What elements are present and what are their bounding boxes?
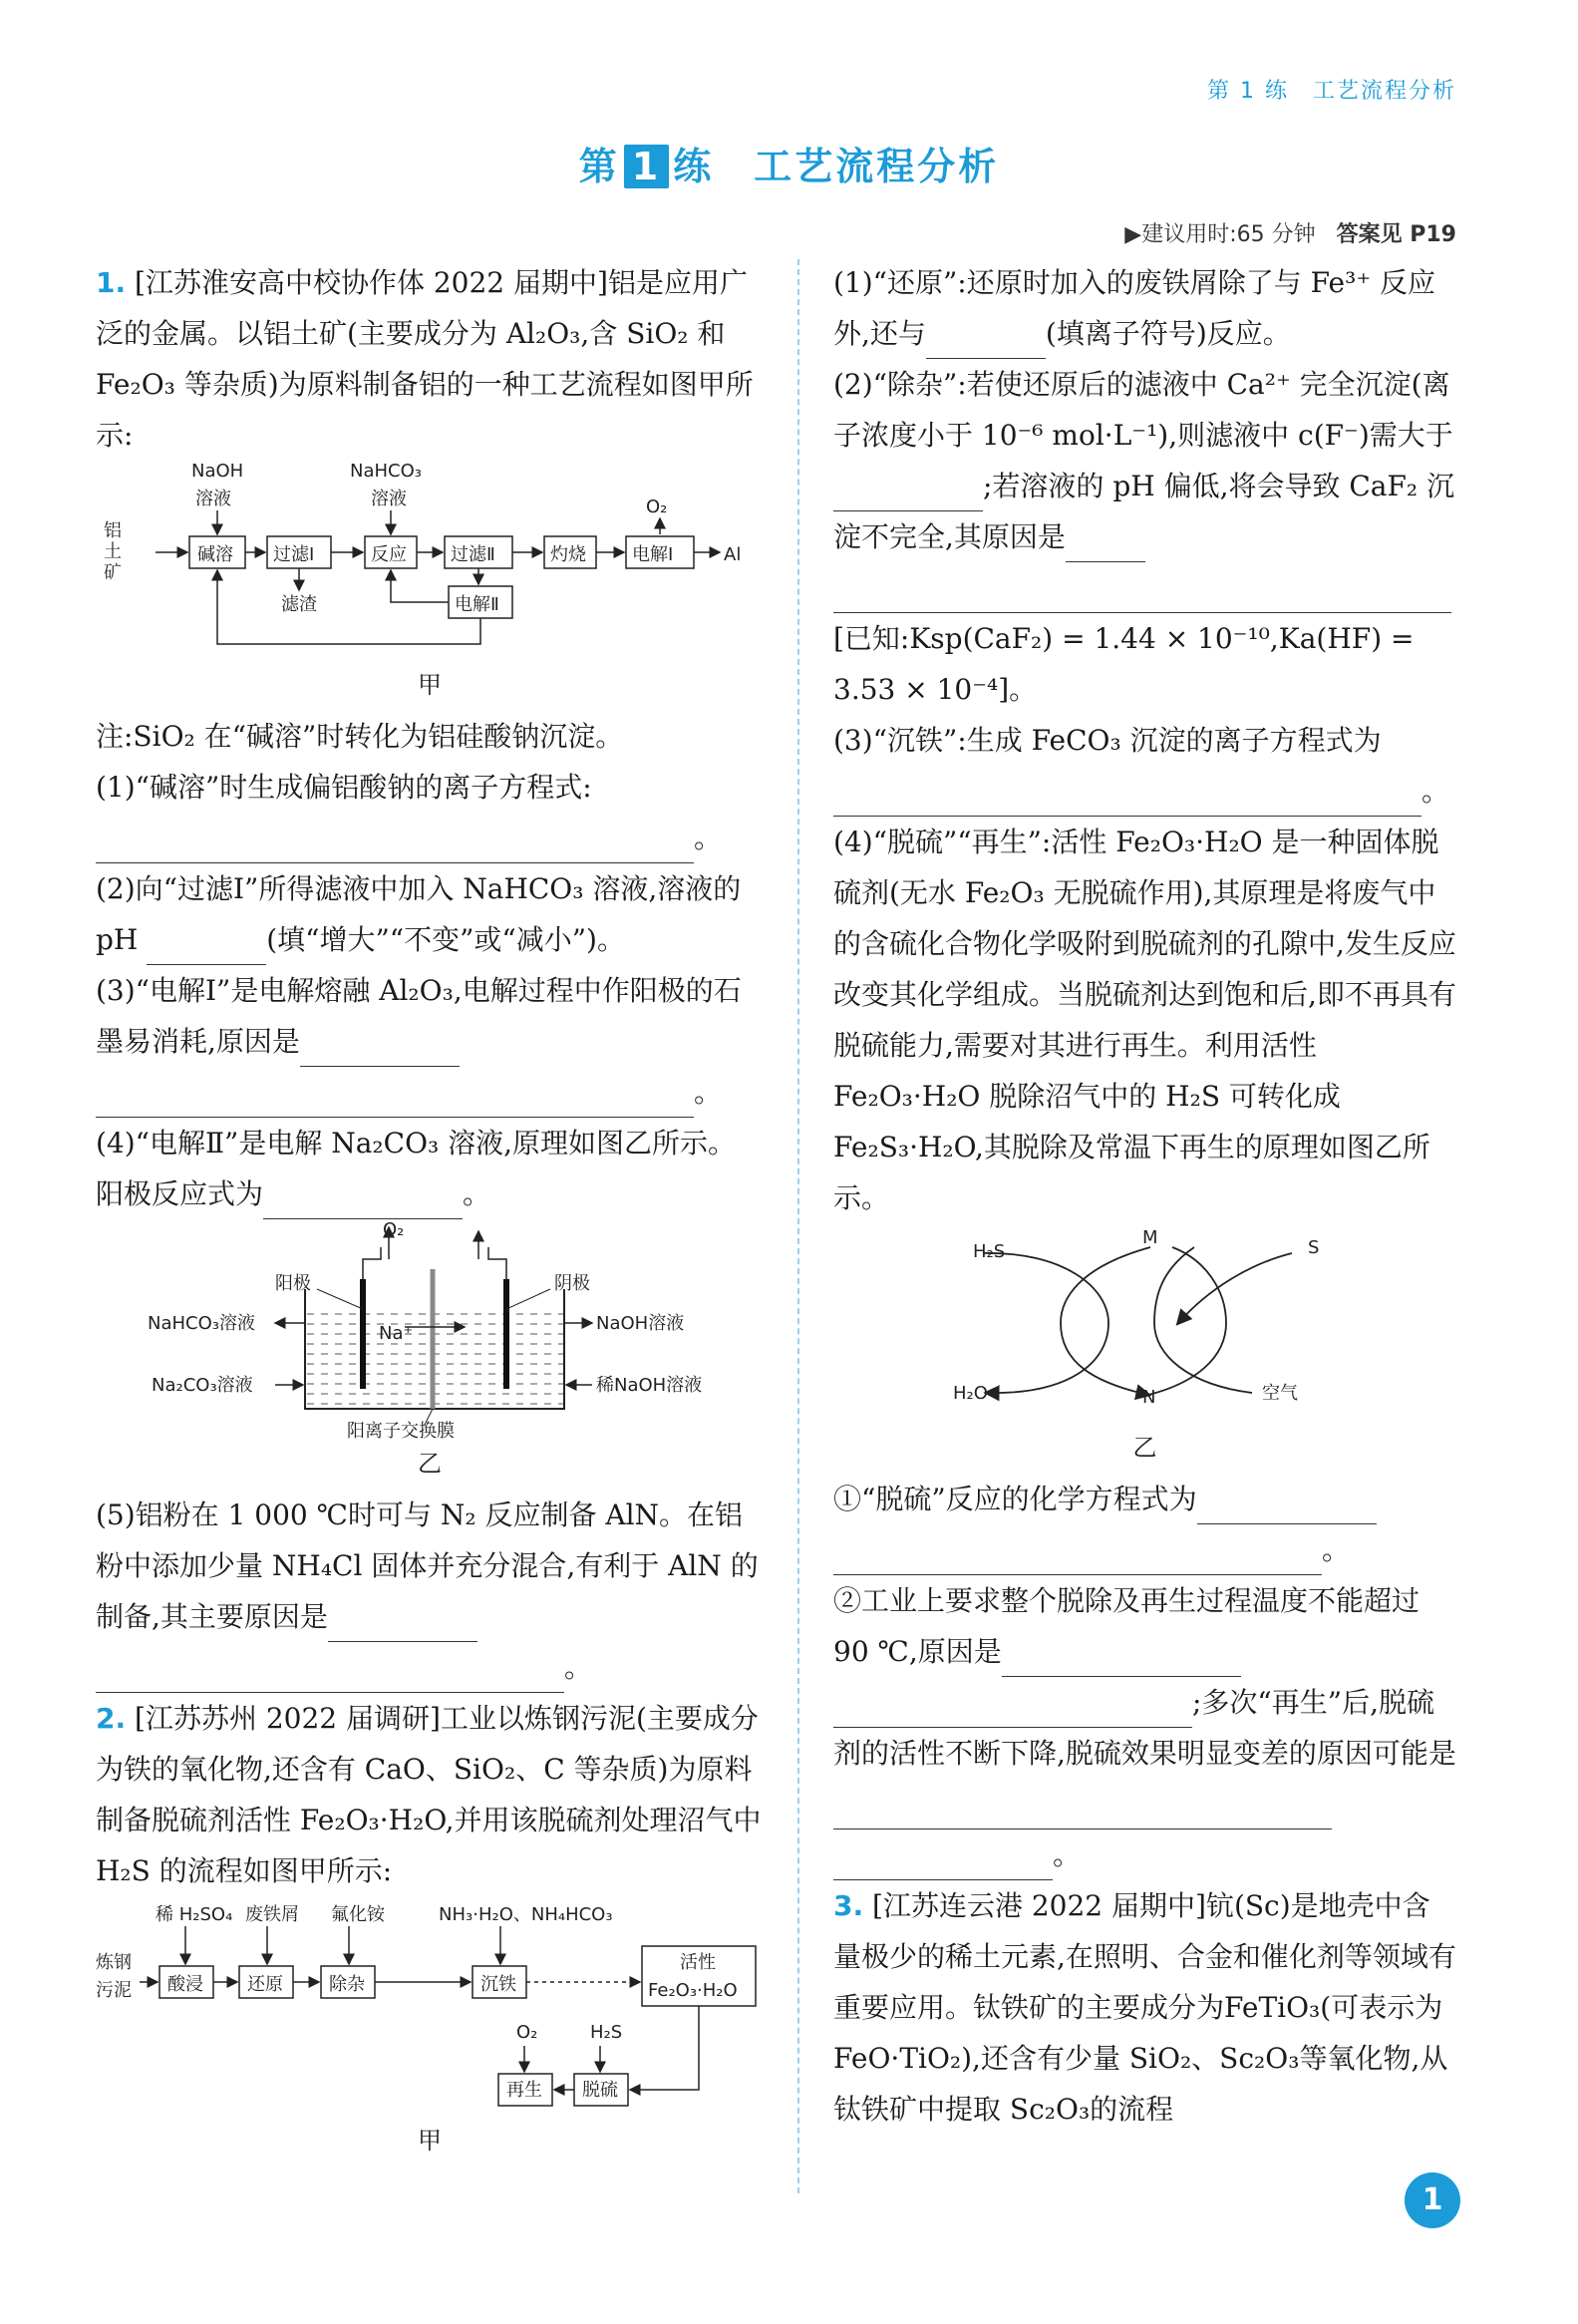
q1-intro-text: [江苏淮安高中校协作体 2022 届期中]铝是应用广泛的金属。以铝土矿(主要成分为 Al₂O₃,含 SiO₂ 和 Fe₂O₃ 等杂质)为原料制备铝的一种工艺流程如图甲所示: — [96, 266, 754, 452]
fc-box-desulf: 脱硫 — [582, 2080, 618, 2101]
q1-part3 — [96, 965, 764, 1067]
fa-box-filter1: 过滤Ⅰ — [273, 544, 315, 565]
fc-box-ironppt: 沉铁 — [480, 1974, 516, 1995]
fa-ore-1: 铝 — [104, 520, 122, 541]
title-number: 1 — [624, 145, 669, 188]
q1-p5-blank[interactable] — [328, 1605, 477, 1642]
q2-sub1-answer-line — [833, 1524, 1456, 1575]
q2-s2-blank3[interactable] — [833, 1793, 1332, 1829]
title-text: 工艺流程分析 — [754, 145, 1000, 188]
fa-box-elec1: 电解Ⅰ — [632, 544, 674, 565]
meta-info — [1124, 217, 1456, 248]
fa-naoh: NaOH — [191, 461, 244, 482]
q1-number: 1. — [96, 266, 127, 299]
q1-part4 — [96, 1118, 764, 1219]
q3-intro — [833, 1880, 1456, 2135]
q2-intro-text: [江苏苏州 2022 届调研]工业以炼钢污泥(主要成分为铁的氧化物,还含有 CaO、SiO₂、C 等杂质)为原料制备脱硫剂活性 Fe₂O₃·H₂O,并用该脱硫剂处理沼气中 H₂S 的流程如图甲所示: — [96, 1702, 762, 1887]
fb-nahco3: NaHCO₃溶液 — [148, 1313, 255, 1334]
fc-box-purify: 除杂 — [329, 1974, 365, 1995]
q2-number: 2. — [96, 1702, 127, 1735]
fc-box-regen: 再生 — [506, 2080, 542, 2101]
fd-air: 空气 — [1262, 1383, 1298, 1404]
q1-note: 注:SiO₂ 在“碱溶”时转化为铝硅酸钠沉淀。 — [96, 720, 624, 753]
fd-m: M — [1142, 1227, 1158, 1248]
q1-p2-text-b: (填“增大”“不变”或“减小”)。 — [266, 923, 625, 956]
q2-s1-blank[interactable] — [1197, 1488, 1377, 1524]
q1-p4-period: 。 — [463, 1177, 491, 1210]
fb-membrane: 阳离子交换膜 — [347, 1421, 455, 1439]
fb-dilute-naoh: 稀NaOH溶液 — [596, 1375, 703, 1396]
fa-nahco3: NaHCO₃ — [350, 461, 422, 482]
fa-ore-3: 矿 — [104, 562, 122, 583]
q1-part1: (1)“碱溶”时生成偏铝酸钠的离子方程式: — [96, 771, 592, 804]
q2-s2-blank[interactable] — [1002, 1640, 1241, 1677]
fd-h2s: H₂S — [973, 1241, 1006, 1262]
q2-part2-answer-line — [833, 562, 1456, 613]
fa-o2: O₂ — [646, 497, 668, 517]
right-column — [833, 257, 1456, 2135]
q1-part2 — [96, 863, 764, 965]
q2-part3: (3)“沉铁”:生成 FeCO₃ 沉淀的离子方程式为 — [833, 724, 1382, 757]
q2-p1-text-a: (1)“还原”:还原时加入的废铁屑除了与 Fe³⁺ 反应外,还与 — [833, 266, 1435, 350]
page-title — [0, 136, 1578, 190]
fd-h2o: H₂O — [953, 1383, 988, 1404]
q1-fig-b-caption: 乙 — [418, 1450, 442, 1478]
running-header: 第 1 练 工艺流程分析 — [1207, 79, 1456, 104]
fa-al: Al — [724, 544, 742, 565]
page-number: 1 — [1405, 2172, 1460, 2228]
q2-p3-blank[interactable] — [833, 780, 1421, 817]
q2-s2-period: 。 — [1053, 1838, 1082, 1871]
fc-nh4f: 氟化铵 — [331, 1904, 385, 1925]
fa-box-filter2: 过滤Ⅱ — [451, 544, 495, 565]
q2-cycle-diagram — [833, 1223, 1456, 1423]
q2-p1-text-b: (填离子符号)反应。 — [1045, 317, 1291, 350]
q1-electrolysis-diagram — [96, 1219, 764, 1439]
fb-cathode: 阴极 — [554, 1273, 590, 1294]
fa-nahco3-sol: 溶液 — [371, 489, 407, 509]
q2-sub2 — [833, 1575, 1456, 1677]
q1-part1-answer-line — [96, 813, 764, 863]
fc-box-acid: 酸浸 — [167, 1974, 203, 1995]
fc-scrap: 废铁屑 — [245, 1904, 299, 1925]
q1-intro — [96, 257, 764, 461]
title-prefix: 第 — [578, 145, 620, 188]
q2-p2-blank3[interactable] — [833, 576, 1451, 613]
q3-intro-text: [江苏连云港 2022 届期中]钪(Sc)是地壳中含量极少的稀土元素,在照明、合金和催化剂等领域有重要应用。钛铁矿的主要成分为FeTiO₃(可表示为 FeO·TiO₂),还含有少量 SiO₂、Sc₂O₃等氧化物,从钛铁矿中提取 Sc₂O₃的流程 — [833, 1889, 1456, 2126]
q1-part5 — [96, 1490, 764, 1642]
q1-part5-answer-line — [96, 1642, 764, 1693]
q1-p5-text: (5)铝粉在 1 000 ℃时可与 N₂ 反应制备 AlN。在铝粉中添加少量 NH₄Cl 固体并充分混合,有利于 AlN 的制备,其主要原因是 — [96, 1498, 759, 1633]
fb-naoh: NaOH溶液 — [596, 1313, 685, 1334]
answer-ref: 答案见 P19 — [1336, 222, 1456, 247]
fc-sludge-2: 污泥 — [96, 1980, 132, 2001]
q2-p1-blank[interactable] — [926, 322, 1046, 359]
fa-box-react: 反应 — [371, 544, 407, 565]
suggested-time: ▶建议用时:65 分钟 — [1124, 222, 1316, 247]
fc-box-active-1: 活性 — [680, 1952, 716, 1973]
q2-s2-blank4[interactable] — [833, 1843, 1053, 1880]
fd-n: N — [1142, 1387, 1156, 1408]
q2-sub2b — [833, 1677, 1456, 1829]
q1-p1-blank[interactable] — [96, 827, 694, 863]
fa-box-roast: 灼烧 — [550, 544, 586, 565]
q1-p5-blank2[interactable] — [96, 1656, 564, 1693]
q1-p3-period: 。 — [694, 1076, 723, 1109]
fc-box-reduce: 还原 — [247, 1974, 283, 1995]
q2-part4: (4)“脱硫”“再生”:活性 Fe₂O₃·H₂O 是一种固体脱硫剂(无水 Fe₂O₃ 无脱硫作用),其原理是将废气中的含硫化合物化学吸附到脱硫剂的孔隙中,发生反应改变其化学组成。当脱硫剂达到饱和后,即不再具有脱硫能力,需要对其进行再生。利用活性 Fe₂O₃·H₂O 脱除沼气中的 H₂S 可转化成 Fe₂S₃·H₂O,其脱除及常温下再生的原理如图乙所示。 — [833, 826, 1456, 1214]
q1-p5-period: 。 — [564, 1651, 593, 1684]
q1-p4-blank[interactable] — [263, 1182, 463, 1219]
fa-ore-2: 土 — [104, 541, 122, 562]
q2-p2-text-b: ;若溶液的 pH 偏低,将会导致 CaF₂ 沉淀不完全,其原因是 — [833, 470, 1455, 553]
q2-s2-text-a: ②工业上要求整个脱除及再生过程温度不能超过 90 ℃,原因是 — [833, 1584, 1420, 1668]
fc-h2so4: 稀 H₂SO₄ — [156, 1904, 233, 1925]
q2-p2-blank2[interactable] — [1066, 525, 1145, 562]
fc-sludge-1: 炼钢 — [96, 1952, 132, 1973]
q2-s2-blank2[interactable] — [833, 1691, 1192, 1728]
fc-o2: O₂ — [516, 2022, 538, 2043]
q1-p4-text: (4)“电解Ⅱ”是电解 Na₂CO₃ 溶液,原理如图乙所示。阳极反应式为 — [96, 1127, 737, 1210]
fd-s: S — [1308, 1237, 1320, 1258]
q1-p3-blank2[interactable] — [96, 1081, 694, 1118]
fc-nh3: NH₃·H₂O、NH₄HCO₃ — [439, 1904, 613, 1925]
q2-fig-b-caption: 乙 — [1132, 1434, 1157, 1462]
fc-box-active-2: Fe₂O₃·H₂O — [648, 1980, 738, 2001]
q2-part2-given: [已知:Ksp(CaF₂) = 1.44 × 10⁻¹⁰,Ka(HF) = 3.53 × 10⁻⁴]。 — [833, 622, 1415, 706]
fa-box-elec2: 电解Ⅱ — [455, 594, 499, 615]
q1-p2-blank[interactable] — [147, 928, 266, 965]
fa-naoh-sol: 溶液 — [195, 489, 231, 509]
q1-fig-a-caption: 甲 — [418, 671, 442, 699]
q2-part3-answer-line — [833, 766, 1456, 817]
q2-part1 — [833, 257, 1456, 359]
q2-sub1 — [833, 1474, 1456, 1524]
title-suffix: 练 — [673, 145, 715, 188]
q1-flow-diagram — [96, 461, 764, 660]
q1-part3-answer-line — [96, 1067, 764, 1118]
q2-p2-blank[interactable] — [833, 475, 983, 511]
fb-anode: 阳极 — [275, 1273, 311, 1294]
q2-s1-period: 。 — [1322, 1533, 1351, 1566]
fa-box-alkali: 碱溶 — [197, 544, 233, 565]
q2-s1-blank2[interactable] — [833, 1538, 1322, 1575]
fb-o2: O₂ — [383, 1219, 405, 1240]
q1-p2-text-a: (2)向“过滤Ⅰ”所得滤液中加入 NaHCO₃ 溶液,溶液的 pH — [96, 872, 742, 956]
fb-na2co3: Na₂CO₃溶液 — [152, 1375, 253, 1396]
q2-part2 — [833, 359, 1456, 562]
q2-sub2-answer-line — [833, 1829, 1456, 1880]
q2-s1-text: ①“脱硫”反应的化学方程式为 — [833, 1483, 1197, 1515]
q1-p3-blank[interactable] — [300, 1030, 460, 1067]
fb-na-ion: Na⁺ — [379, 1323, 413, 1344]
fc-h2s: H₂S — [590, 2022, 623, 2043]
q2-intro — [96, 1693, 764, 1896]
q2-s2-text-b: ;多次“再生”后,脱硫剂的活性不断下降,脱硫效果明显变差的原因可能是 — [833, 1686, 1456, 1770]
q2-flow-diagram — [96, 1896, 764, 2116]
q3-number: 3. — [833, 1889, 864, 1922]
q2-p2-text-a: (2)“除杂”:若使还原后的滤液中 Ca²⁺ 完全沉淀(离子浓度小于 10⁻⁶ mol·L⁻¹),则滤液中 c(F⁻)需大于 — [833, 368, 1453, 452]
fa-residue: 滤渣 — [281, 594, 317, 615]
q1-p1-period: 。 — [694, 822, 723, 854]
column-divider — [797, 259, 799, 2193]
q2-p3-period: 。 — [1421, 775, 1450, 808]
left-column — [96, 257, 764, 2166]
q1-p3-text: (3)“电解Ⅰ”是电解熔融 Al₂O₃,电解过程中作阳极的石墨易消耗,原因是 — [96, 974, 742, 1058]
q2-fig-a-caption: 甲 — [418, 2127, 442, 2155]
